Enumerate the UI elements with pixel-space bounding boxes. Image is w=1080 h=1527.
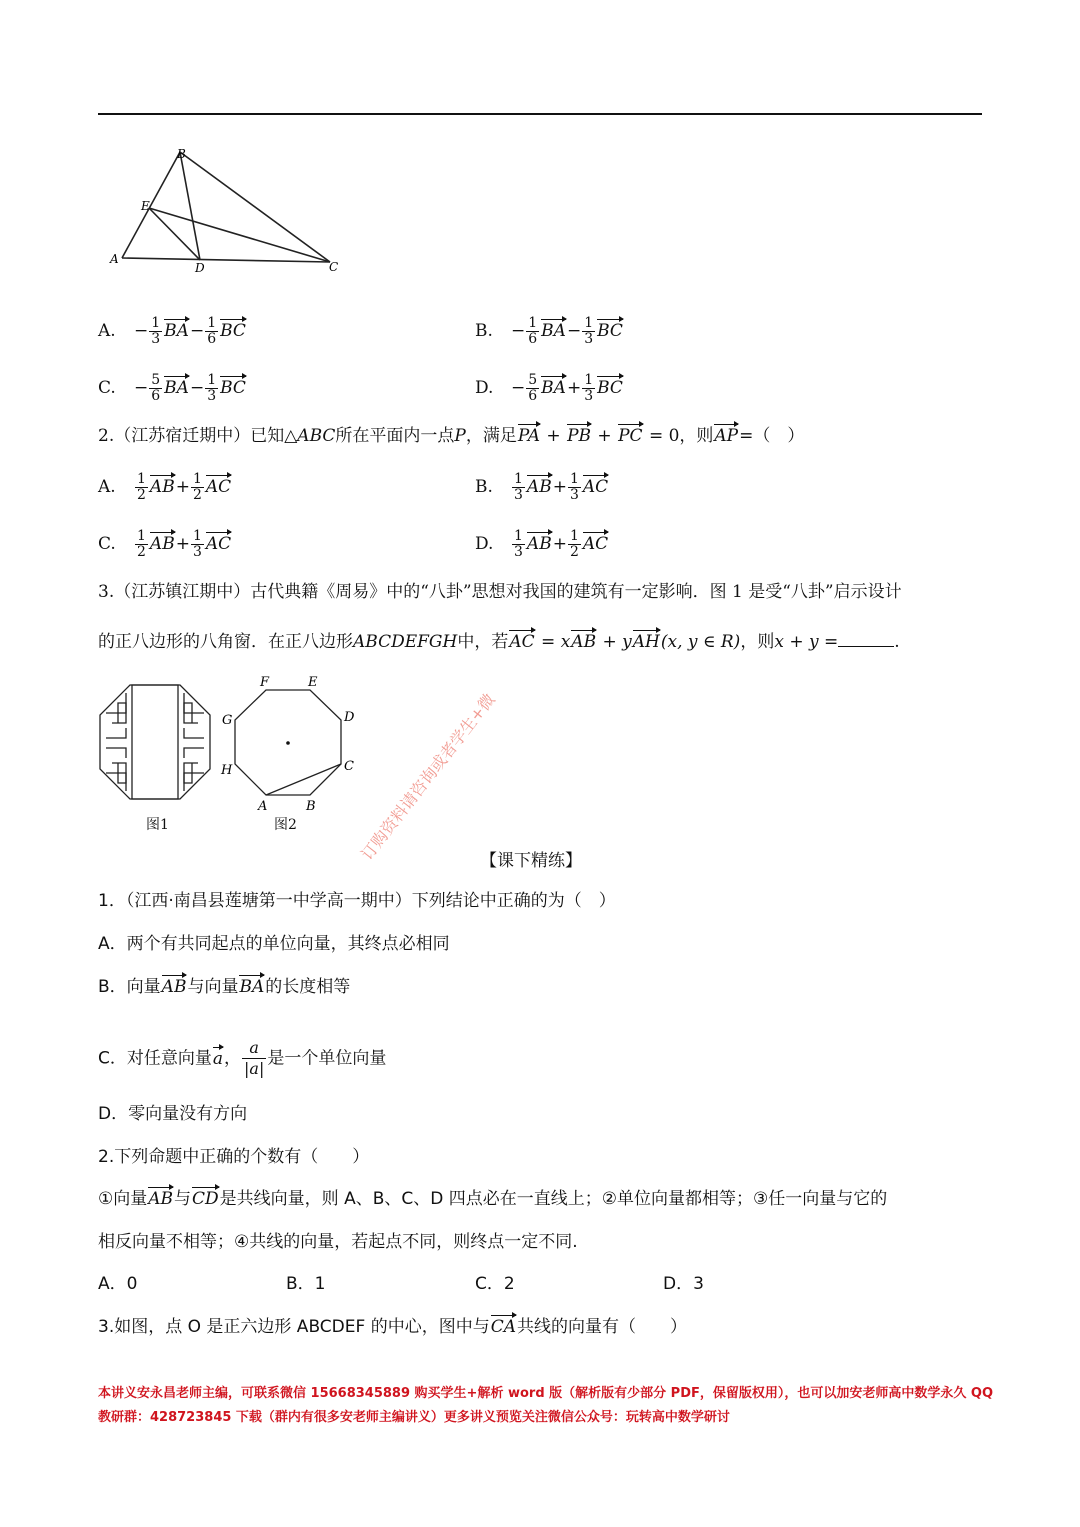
p2-line2: 相反向量不相等；④共线的向量，若起点不同，则终点一定不同. — [98, 1232, 578, 1252]
oct-label-D: D — [344, 710, 355, 725]
octagon-figure — [218, 672, 368, 817]
oct-label-C: C — [344, 759, 354, 774]
label-E: E — [141, 199, 150, 213]
window-figure — [98, 683, 213, 801]
oct-label-G: G — [222, 713, 233, 728]
q1-option-a[interactable]: A. − $\frac{1}{3}$ BA− $\frac{1}{6}$ BC — [98, 315, 246, 347]
q1-option-b[interactable]: B. − $\frac{1}{6}$ BA− $\frac{1}{3}$ BC — [475, 315, 623, 347]
fig1-caption: 图1 — [146, 817, 169, 833]
triangle-figure — [105, 140, 355, 280]
answer-blank[interactable] — [838, 630, 894, 647]
footer-note — [98, 1382, 998, 1430]
p1-option-d[interactable]: D．零向量没有方向 — [98, 1104, 248, 1124]
section-title: 【课下精练】 — [480, 851, 582, 871]
p2-stem: 2.下列命题中正确的个数有（ ） — [98, 1147, 370, 1167]
q1-option-c[interactable]: C. − $\frac{5}{6}$ BA− $\frac{1}{3}$ BC — [98, 372, 246, 404]
oct-label-F: F — [260, 675, 270, 690]
p1-stem: 1．（江西·南昌县莲塘第一中学高一期中）下列结论中正确的为（ ） — [98, 891, 616, 911]
footer-line2: 教研群：428723845 下载（群内有很多安老师主编讲义）更多讲义预览关注微信公众号：玩转高中数学研讨 — [98, 1410, 730, 1425]
header-rule — [98, 113, 982, 115]
q3-line1: 3.（江苏镇江期中）古代典籍《周易》中的“八卦”思想对我国的建筑有一定影响．图 1 是受“八卦”启示设计 — [98, 582, 902, 602]
p1-option-b[interactable]: B．向量AB与向量BA的长度相等 — [98, 977, 351, 997]
p2-option-d[interactable]: D．3 — [663, 1274, 704, 1294]
q3-line2: 的正八边形的八角窗．在正八边形ABCDEFGH中，若AC = xAB + yAH(x, y ∈ R)，则x + y = . — [98, 632, 900, 652]
label-D: D — [195, 261, 205, 275]
p2-option-a[interactable]: A．0 — [98, 1274, 138, 1294]
oct-label-H: H — [221, 763, 233, 778]
label-B: B — [177, 147, 186, 161]
q2-option-a[interactable]: A. $\frac{1}{2}$ AB+ $\frac{1}{2}$ AC — [98, 471, 232, 503]
watermark: 订购资料请咨询或者学生+微 — [357, 689, 499, 864]
q2-option-d[interactable]: D. $\frac{1}{3}$ AB+ $\frac{1}{2}$ AC — [475, 528, 609, 560]
p1-option-a[interactable]: A．两个有共同起点的单位向量，其终点必相同 — [98, 934, 450, 954]
oct-label-B: B — [306, 799, 316, 814]
label-A: A — [110, 252, 119, 266]
p2-option-c[interactable]: C．2 — [475, 1274, 515, 1294]
p2-line1: ①向量AB与CD是共线向量，则 A、B、C、D 四点必在一直线上；②单位向量都相等；③任一向量与它的 — [98, 1189, 888, 1209]
q2-stem: 2.（江苏宿迁期中）已知△ABC所在平面内一点P，满足PA + PB + PC = 0，则AP=（ ） — [98, 426, 805, 446]
p1-option-c[interactable]: C．对任意向量a， $\frac{a}{|a|}$ 是一个单位向量 — [98, 1038, 387, 1078]
oct-label-A: A — [258, 799, 268, 814]
label-C: C — [329, 260, 339, 274]
p3-stem: 3.如图，点 O 是正六边形 ABCDEF 的中心，图中与CA共线的向量有（ ） — [98, 1317, 687, 1337]
footer-line1: 本讲义安永昌老师主编，可联系微信 15668345889 购买学生+解析 word 版（解析版有少部分 PDF，保留版权用），也可以加安老师高中数学永久 QQ — [98, 1386, 994, 1401]
q2-option-c[interactable]: C. $\frac{1}{2}$ AB+ $\frac{1}{3}$ AC — [98, 528, 232, 560]
q1-option-d[interactable]: D. − $\frac{5}{6}$ BA+ $\frac{1}{3}$ BC — [475, 372, 623, 404]
fig2-caption: 图2 — [274, 817, 297, 833]
oct-label-E: E — [308, 675, 318, 690]
p2-option-b[interactable]: B．1 — [286, 1274, 326, 1294]
q2-option-b[interactable]: B. $\frac{1}{3}$ AB+ $\frac{1}{3}$ AC — [475, 471, 609, 503]
